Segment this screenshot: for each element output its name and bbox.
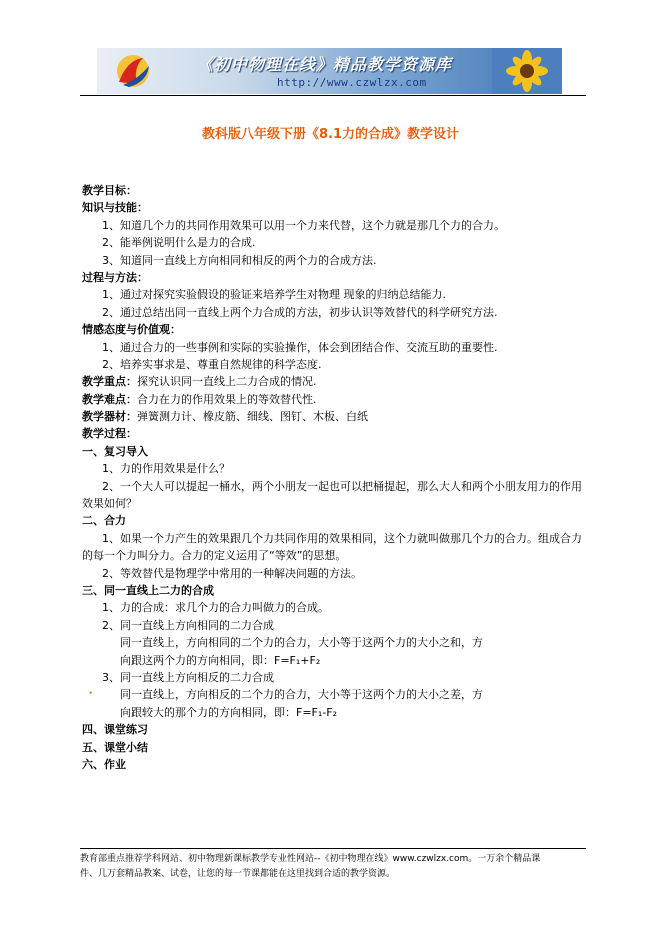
banner-url[interactable]: http://www.czwlzx.com: [277, 76, 427, 89]
body-line: 2、一个大人可以提起一桶水，两个小朋友一起也可以把桶提起，那么大人和两个小朋友用力的作用效果如何？: [82, 479, 582, 511]
sunflower-icon: [492, 48, 562, 94]
body-line: 3、同一直线上方向相反的二力合成: [102, 671, 274, 684]
banner-title: 《初中物理在线》精品教学资源库: [197, 55, 453, 74]
body-line: [82, 408, 592, 425]
body-line: 3、知道同一直线上方向相同和相反的两个力的合成方法.: [102, 253, 377, 267]
section-heading: 三、同一直线上二力的合成: [82, 584, 214, 598]
body-line: 2、等效替代是物理学中常用的一种解决问题的方法。: [102, 566, 362, 580]
section-heading: 一、复习导入: [82, 444, 148, 458]
body-line: 1、如果一个力产生的效果跟几个力共同作用的效果相同，这个力就叫做那几个力的合力。组成合力的每一个力叫分力。合力的定义运用了“等效”的思想。: [82, 531, 582, 563]
field-label: 教学重点：: [82, 375, 137, 389]
section-heading: 教学过程：: [82, 427, 137, 441]
body-line: 1、力的作用效果是什么？: [102, 462, 230, 476]
body-line: 2、同一直线上方向相同的二力合成: [102, 618, 274, 632]
body-line: 1、通过合力的一些事例和实际的实验操作，体会到团结合作、交流互助的重要性.: [102, 340, 498, 354]
body-line: 2、通过总结出同一直线上两个力合成的方法，初步认识等效替代的科学研究方法.: [102, 305, 498, 319]
field-label: 教学器材：: [82, 410, 137, 424]
footer-text: [80, 852, 590, 882]
field-value: 弹簧测力计、橡皮筋、细线、图钉、木板、白纸: [137, 410, 368, 424]
field-value: 合力在力的作用效果上的等效替代性.: [137, 392, 317, 406]
footer-line-1: 教育部重点推荐学科网站、初中物理新课标教学专业性网站--《初中物理在线》www.czwlzx.com。一万余个精品课: [80, 854, 541, 864]
body-line: 同一直线上，方向相同的二个力的合力，大小等于这两个力的大小之和，方: [120, 636, 483, 650]
site-logo-icon: [103, 52, 163, 90]
header-banner: [97, 48, 562, 94]
field-label: 教学难点：: [82, 392, 137, 406]
section-heading: 六、作业: [82, 757, 126, 771]
body-line: 1、力的合成：求几个力的合力叫做力的合成。: [102, 601, 329, 615]
section-heading: 五、课堂小结: [82, 740, 148, 754]
section-heading: 四、课堂练习: [82, 723, 148, 737]
section-heading: 二、合力: [82, 514, 126, 528]
body-line: 1、知道几个力的共同作用效果可以用一个力来代替，这个力就是那几个力的合力。: [102, 218, 505, 232]
document-title: 教科版八年级下册《8.1力的合成》教学设计: [201, 127, 460, 142]
section-heading: 知识与技能：: [82, 201, 148, 215]
section-heading: 教学目标：: [82, 184, 137, 197]
body-line: 1、通过对探究实验假设的验证来培养学生对物理 现象的归纳总结能力.: [102, 288, 446, 302]
body-line: [82, 391, 592, 408]
footer-line-2: 件、几万套精品教案、试卷，让您的每一节课都能在这里找到合适的教学资源。: [80, 869, 396, 879]
header-divider: [80, 95, 586, 96]
document-body: [82, 182, 592, 773]
body-line: 向跟这两个力的方向相同，即：F=F₁+F₂: [120, 653, 321, 667]
footer-divider: [80, 848, 586, 849]
body-line: [82, 686, 592, 703]
field-value: 探究认识同一直线上二力合成的情况.: [137, 375, 317, 389]
body-line: 2、培养实事求是、尊重自然规律的科学态度.: [102, 357, 322, 371]
body-line-text: 同一直线上，方向相反的二个力的合力，大小等于这两个力的大小之差，方: [120, 688, 483, 702]
body-line: 向跟较大的那个力的方向相同，即：F=F₁-F₂: [120, 705, 337, 719]
section-heading: 过程与方法：: [82, 270, 148, 284]
bullet-dot-icon: •: [88, 689, 94, 700]
body-line: [82, 373, 592, 390]
section-heading: 情感态度与价值观：: [82, 323, 181, 337]
body-line: 2、能举例说明什么是力的合成.: [102, 236, 256, 250]
